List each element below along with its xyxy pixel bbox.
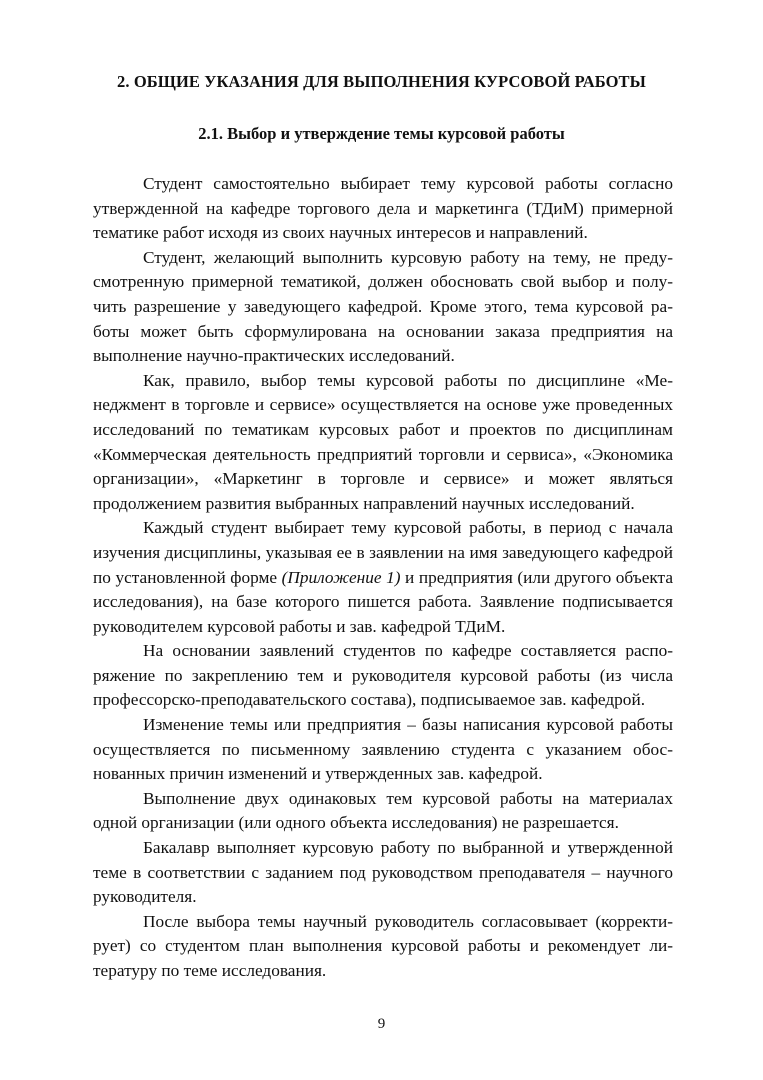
paragraph-duplicate-topics: Выполнение двух одинаковых тем курсовой работы на материалах одной организации (или одного объекта исследования) не разрешается. — [93, 788, 673, 833]
paragraph-topic-basis: Как, правило, выбор темы курсовой работы по дисциплине «Менеджмент в торговле и сервисе» осуществляется на основе уже проведенных исследований по тематикам курсовых работ и проектов по дисциплинам «Коммерческая деятельность предприятий торговли и сервиса», «Экономика организации», «Маркетинг в торговле и сервисе» и может являться продолжением развития выбранных направлений научных исследований. — [93, 370, 673, 513]
section-title: 2.1. Выбор и утверждение темы курсовой работы — [198, 124, 565, 143]
paragraph-own-topic: Студент, желающий выполнить курсовую работу на тему, не предусмотренную примерной тематикой, должен обосновать свой выбор и получить разрешение у заведующего кафедрой. Кроме этого, тема курсовой работы может быть сформулирована на основании заказа предприятия на выполнение научно-практических исследований. — [93, 247, 673, 366]
chapter-title: 2. ОБЩИЕ УКАЗАНИЯ ДЛЯ ВЫПОЛНЕНИЯ КУРСОВОЙ РАБОТЫ — [117, 72, 646, 91]
body-text — [93, 172, 673, 984]
page-number: 9 — [377, 1016, 386, 1032]
paragraph-topic-choice: Студент самостоятельно выбирает тему курсовой работы согласно утвержденной на кафедре торгового дела и маркетинга (ТДиМ) примерной тематике работ исходя из своих научных интересов и направлений. — [93, 174, 673, 243]
paragraph-application — [93, 516, 673, 639]
paragraph-supervision: Бакалавр выполняет курсовую работу по выбранной и утвержденной теме в соответствии с заданием под руководством преподавателя – научного руководителя. — [93, 838, 673, 907]
paragraph-application-text-before: Каждый студент выбирает тему курсовой работы, в период с начала изучения дисциплины, указывая ее в заявлении на имя заведующего кафедрой по установленной форме — [93, 518, 673, 587]
paragraph-order: На основании заявлений студентов по кафедре составляется распоряжение по закреплению тем и руководителя курсовой работы (из числа профессорско-преподавательского состава), подписываемое зав. кафедрой. — [93, 641, 673, 710]
appendix-reference: (Приложение 1) — [281, 567, 401, 587]
paragraph-application-text-after: и предприятия (или другого объекта исследования), на базе которого пишется работа. Заявление подписывается руководителем курсовой работы и зав. кафедрой ТДиМ. — [93, 567, 673, 636]
paragraph-plan: После выбора темы научный руководитель согласовывает (корректирует) со студентом план выполнения курсовой работы и рекомендует литературу по теме исследования. — [93, 911, 673, 980]
paragraph-topic-change: Изменение темы или предприятия – базы написания курсовой работы осуществляется по письменному заявлению студента с указанием обоснованных причин изменений и утвержденных зав. кафедрой. — [93, 715, 673, 784]
